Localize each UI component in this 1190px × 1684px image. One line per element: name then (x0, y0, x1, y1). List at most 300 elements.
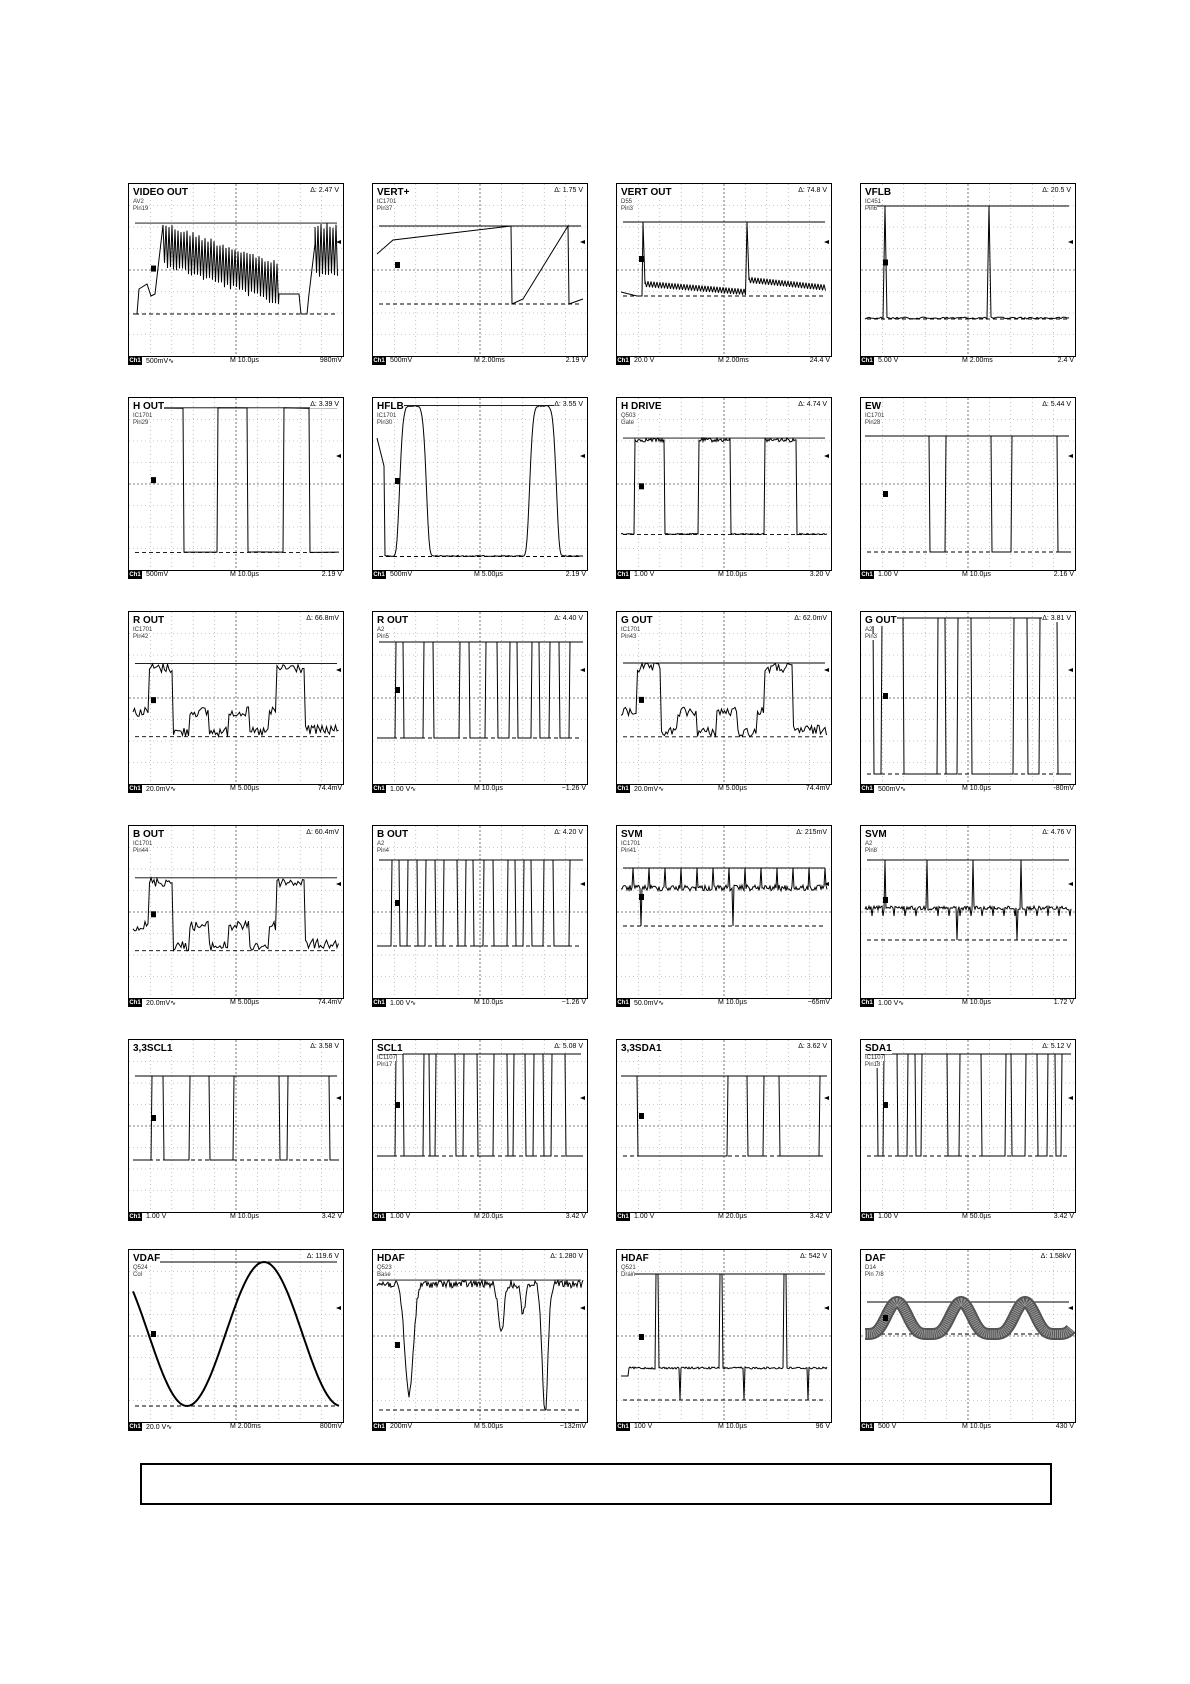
ground-marker (151, 697, 156, 703)
scope-graticule (617, 184, 831, 356)
delta-readout: Δ: 66.8mV (306, 615, 339, 622)
volts-per-div: 1.00 V∿ (878, 1000, 905, 1007)
scope-screen (860, 825, 1076, 999)
waveform-trace (621, 1274, 827, 1400)
time-base: M 5.00µs (474, 1423, 503, 1430)
scope-screen (616, 183, 832, 357)
pin-ref: Pin3 (621, 206, 634, 212)
ground-marker (395, 478, 400, 484)
volts-per-div: 1.00 V∿ (390, 1000, 417, 1007)
signal-title: VERT OUT (621, 187, 672, 198)
component-ref: IC1701 (133, 627, 153, 633)
scope-footer (860, 998, 1076, 1010)
channel-badge: Ch1 (617, 1000, 629, 1006)
scope-graticule (373, 1250, 587, 1422)
pin-ref: Col (133, 1272, 143, 1278)
ground-marker (639, 697, 644, 703)
scope-panel (860, 611, 1076, 809)
scope-screen (860, 611, 1076, 785)
trigger-arrow (1068, 668, 1073, 672)
trigger-level: −1.26 V (561, 785, 586, 792)
time-base: M 10.0µs (474, 999, 503, 1006)
delta-readout: Δ: 62.0mV (794, 615, 827, 622)
trigger-arrow (1068, 1306, 1073, 1310)
time-base: M 10.0µs (230, 1213, 259, 1220)
scope-panel (128, 1039, 344, 1237)
delta-readout: Δ: 4.20 V (554, 829, 583, 836)
scope-screen (372, 397, 588, 571)
trigger-arrow (336, 1306, 341, 1310)
scope-panel (372, 1039, 588, 1237)
scope-footer (616, 356, 832, 368)
signal-title: HFLB (377, 401, 404, 412)
ground-marker (639, 1334, 644, 1340)
trigger-arrow (580, 240, 585, 244)
scope-graticule (129, 826, 343, 998)
component-ref: IC1107 (865, 1055, 884, 1061)
signal-title: EW (865, 401, 882, 412)
time-base: M 2.00ms (718, 357, 749, 364)
signal-title: SDA1 (865, 1043, 892, 1054)
component-ref: A2 (865, 627, 873, 633)
waveform-trace (133, 223, 338, 314)
trigger-arrow (580, 454, 585, 458)
trigger-arrow (824, 454, 829, 458)
component-ref: IC1701 (621, 627, 641, 633)
volts-per-div: 20.0mV∿ (146, 786, 176, 793)
trigger-level: 2.4 V (1057, 357, 1074, 364)
channel-badge: Ch1 (373, 1424, 385, 1430)
channel-badge: Ch1 (617, 358, 629, 364)
scope-screen (128, 1249, 344, 1423)
channel-badge: Ch1 (373, 1000, 385, 1006)
ground-marker (395, 1102, 400, 1108)
scope-panel (616, 611, 832, 809)
scope-panel (860, 183, 1076, 381)
trigger-level: −65mV (807, 999, 830, 1006)
scope-panel (372, 183, 588, 381)
pin-ref: Pin44 (133, 848, 149, 854)
trigger-level: 430 V (1055, 1423, 1074, 1430)
scope-panel (128, 397, 344, 595)
delta-readout: Δ: 5.08 V (554, 1043, 583, 1050)
pin-ref: Pin5 (377, 634, 390, 640)
trigger-level: 980mV (319, 357, 342, 364)
scope-screen (128, 611, 344, 785)
caption-box (140, 1463, 1052, 1505)
trigger-arrow (580, 668, 585, 672)
scope-footer (616, 784, 832, 796)
scope-screen (372, 183, 588, 357)
time-base: M 10.0µs (718, 571, 747, 578)
scope-graticule (617, 826, 831, 998)
ground-marker (151, 1331, 156, 1337)
scope-graticule (373, 826, 587, 998)
scope-footer (128, 784, 344, 796)
component-ref: Q523 (377, 1265, 392, 1271)
volts-per-div: 5.00 V (878, 357, 899, 364)
waveform-trace (865, 206, 1069, 319)
trigger-level: 1.72 V (1053, 999, 1074, 1006)
channel-badge: Ch1 (373, 1214, 385, 1220)
signal-title: B OUT (377, 829, 409, 840)
time-base: M 10.0µs (962, 785, 991, 792)
channel-badge: Ch1 (129, 358, 141, 364)
signal-title: R OUT (133, 615, 165, 626)
signal-title: G OUT (621, 615, 653, 626)
waveform-trace (621, 868, 827, 926)
scope-graticule (617, 612, 831, 784)
component-ref: IC1701 (133, 413, 153, 419)
delta-readout: Δ: 215mV (796, 829, 827, 836)
channel-badge: Ch1 (617, 1424, 629, 1430)
volts-per-div: 1.00 V (634, 571, 655, 578)
channel-badge: Ch1 (861, 786, 873, 792)
pin-ref: Pin4 (377, 848, 390, 854)
component-ref: Q521 (621, 1265, 636, 1271)
scope-screen (128, 397, 344, 571)
time-base: M 10.0µs (718, 1423, 747, 1430)
time-base: M 5.00µs (230, 999, 259, 1006)
signal-title: SCL1 (377, 1043, 403, 1054)
component-ref: A2 (377, 841, 385, 847)
scope-panel (128, 1249, 344, 1447)
volts-per-div: 100 V (634, 1423, 653, 1430)
scope-screen (372, 825, 588, 999)
pin-ref: Pin37 (377, 206, 393, 212)
scope-screen (860, 1249, 1076, 1423)
scope-footer (128, 356, 344, 368)
delta-readout: Δ: 3.62 V (798, 1043, 827, 1050)
signal-title: VDAF (133, 1253, 161, 1264)
channel-badge: Ch1 (129, 572, 141, 578)
time-base: M 50.0µs (962, 1213, 991, 1220)
scope-graticule (373, 184, 587, 356)
trigger-level: 2.16 V (1053, 571, 1074, 578)
trigger-arrow (1068, 882, 1073, 886)
channel-badge: Ch1 (129, 786, 141, 792)
scope-panel (616, 1249, 832, 1447)
scope-graticule (373, 612, 587, 784)
trigger-level: 2.19 V (321, 571, 342, 578)
time-base: M 10.0µs (230, 357, 259, 364)
scope-panel (616, 1039, 832, 1237)
channel-badge: Ch1 (373, 358, 385, 364)
ground-marker (151, 911, 156, 917)
delta-readout: Δ: 4.40 V (554, 615, 583, 622)
waveform-trace (621, 222, 826, 296)
channel-badge: Ch1 (129, 1424, 141, 1430)
signal-title: VFLB (865, 187, 892, 198)
ground-marker (639, 894, 644, 900)
channel-badge: Ch1 (129, 1214, 141, 1220)
volts-per-div: 500 V (878, 1423, 897, 1430)
scope-panel (372, 611, 588, 809)
volts-per-div: 1.00 V (878, 571, 899, 578)
channel-badge: Ch1 (617, 1214, 629, 1220)
volts-per-div: 1.00 V (634, 1213, 655, 1220)
ground-marker (639, 1113, 644, 1119)
trigger-level: 800mV (319, 1423, 342, 1430)
signal-title: H DRIVE (621, 401, 662, 412)
time-base: M 5.00µs (230, 785, 259, 792)
trigger-level: -80mV (1053, 785, 1074, 792)
trigger-level: 24.4 V (809, 357, 830, 364)
scope-footer (128, 570, 344, 582)
trigger-level: 74.4mV (805, 785, 830, 792)
trigger-arrow (824, 1096, 829, 1100)
signal-title: SVM (865, 829, 887, 840)
volts-per-div: 500mV (390, 571, 413, 578)
ground-marker (395, 687, 400, 693)
scope-footer (372, 1212, 588, 1224)
scope-screen (372, 611, 588, 785)
component-ref: D55 (621, 199, 633, 205)
time-base: M 5.00µs (718, 785, 747, 792)
scope-screen (860, 1039, 1076, 1213)
ground-marker (151, 477, 156, 483)
volts-per-div: 500mV (390, 357, 413, 364)
scope-graticule (617, 1250, 831, 1422)
pin-ref: Pin19 (133, 206, 149, 212)
trigger-arrow (824, 668, 829, 672)
pin-ref: Pin29 (133, 420, 149, 426)
scope-graticule (129, 184, 343, 356)
channel-badge: Ch1 (861, 1000, 873, 1006)
delta-readout: Δ: 1.280 V (550, 1253, 583, 1260)
signal-title: HDAF (621, 1253, 649, 1264)
pin-ref: Pin43 (621, 634, 637, 640)
scope-graticule (861, 612, 1075, 784)
trigger-arrow (1068, 1096, 1073, 1100)
scope-screen (616, 611, 832, 785)
component-ref: IC1107 (377, 1055, 396, 1061)
scope-footer (616, 570, 832, 582)
delta-readout: Δ: 3.39 V (310, 401, 339, 408)
time-base: M 10.0µs (962, 571, 991, 578)
trigger-level: −132mV (559, 1423, 586, 1430)
component-ref: A2 (377, 627, 385, 633)
ground-marker (883, 693, 888, 699)
trigger-arrow (336, 1096, 341, 1100)
scope-panel (128, 611, 344, 809)
volts-per-div: 50.0mV∿ (634, 1000, 664, 1007)
trigger-arrow (1068, 454, 1073, 458)
ground-marker (395, 262, 400, 268)
trigger-level: 3.42 V (321, 1213, 342, 1220)
time-base: M 20.0µs (718, 1213, 747, 1220)
volts-per-div: 500mV (146, 571, 169, 578)
pin-ref: Pin30 (377, 420, 393, 426)
scope-screen (860, 397, 1076, 571)
delta-readout: Δ: 5.44 V (1042, 401, 1071, 408)
delta-readout: Δ: 1.58kV (1040, 1253, 1071, 1260)
trigger-level: 2.19 V (565, 357, 586, 364)
signal-title: DAF (865, 1253, 886, 1264)
scope-footer (372, 784, 588, 796)
pin-ref: Pin6 (865, 206, 878, 212)
scope-panel (860, 397, 1076, 595)
scope-graticule (861, 1040, 1075, 1212)
scope-screen (616, 1249, 832, 1423)
signal-title: SVM (621, 829, 643, 840)
scope-screen (128, 183, 344, 357)
trigger-level: −1.26 V (561, 999, 586, 1006)
channel-badge: Ch1 (861, 358, 873, 364)
scope-graticule (861, 184, 1075, 356)
pin-ref: Drain (621, 1272, 636, 1278)
pin-ref: Pin18 (865, 1062, 881, 1068)
scope-footer (372, 998, 588, 1010)
channel-badge: Ch1 (373, 786, 385, 792)
signal-title: 3,3SCL1 (133, 1043, 173, 1054)
component-ref: IC451 (865, 199, 882, 205)
scope-footer (860, 784, 1076, 796)
ground-marker (395, 900, 400, 906)
trigger-arrow (336, 668, 341, 672)
time-base: M 2.00ms (474, 357, 505, 364)
pin-ref: Pin3 (865, 634, 878, 640)
component-ref: IC1701 (621, 841, 641, 847)
trigger-level: 3.42 V (809, 1213, 830, 1220)
scope-graticule (129, 1040, 343, 1212)
ground-marker (639, 256, 644, 262)
pin-ref: Pin41 (621, 848, 637, 854)
delta-readout: Δ: 60.4mV (306, 829, 339, 836)
trigger-arrow (336, 882, 341, 886)
volts-per-div: 1.00 V (878, 1213, 899, 1220)
scope-screen (616, 825, 832, 999)
signal-title: H OUT (133, 401, 165, 412)
trigger-arrow (580, 1096, 585, 1100)
delta-readout: Δ: 3.58 V (310, 1043, 339, 1050)
scope-footer (128, 998, 344, 1010)
delta-readout: Δ: 1.75 V (554, 187, 583, 194)
trigger-arrow (1068, 240, 1073, 244)
trigger-arrow (580, 1306, 585, 1310)
channel-badge: Ch1 (861, 1424, 873, 1430)
scope-footer (372, 570, 588, 582)
scope-panel (372, 397, 588, 595)
scope-footer (860, 1212, 1076, 1224)
delta-readout: Δ: 4.74 V (798, 401, 827, 408)
time-base: M 5.00µs (474, 571, 503, 578)
ground-marker (883, 1102, 888, 1108)
time-base: M 2.00ms (962, 357, 993, 364)
channel-badge: Ch1 (129, 1000, 141, 1006)
delta-readout: Δ: 4.76 V (1042, 829, 1071, 836)
scope-screen (128, 825, 344, 999)
scope-graticule (129, 612, 343, 784)
trigger-level: 2.19 V (565, 571, 586, 578)
volts-per-div: 20.0 V (634, 357, 655, 364)
signal-title: VIDEO OUT (133, 187, 189, 198)
scope-screen (860, 183, 1076, 357)
scope-graticule (617, 1040, 831, 1212)
pin-ref: Pin8 (865, 848, 878, 854)
volts-per-div: 1.00 V (390, 1213, 411, 1220)
volts-per-div: 20.0 V∿ (146, 1424, 173, 1431)
component-ref: Q524 (133, 1265, 148, 1271)
scope-footer (128, 1422, 344, 1434)
ground-marker (883, 491, 888, 497)
scope-footer (616, 1422, 832, 1434)
component-ref: IC1701 (377, 199, 397, 205)
scope-footer (372, 356, 588, 368)
volts-per-div: 1.00 V∿ (390, 786, 417, 793)
pin-ref: Pin42 (133, 634, 149, 640)
scope-screen (372, 1249, 588, 1423)
delta-readout: Δ: 3.55 V (554, 401, 583, 408)
scope-footer (860, 570, 1076, 582)
scope-panel (616, 183, 832, 381)
channel-badge: Ch1 (861, 572, 873, 578)
scope-graticule (861, 398, 1075, 570)
scope-graticule (373, 398, 587, 570)
channel-badge: Ch1 (373, 572, 385, 578)
pin-ref: Pin 7/8 (865, 1272, 884, 1278)
scope-panel (372, 825, 588, 1023)
scope-panel (860, 1039, 1076, 1237)
component-ref: A2 (865, 841, 873, 847)
scope-footer (860, 356, 1076, 368)
volts-per-div: 500mV∿ (146, 358, 175, 365)
ground-marker (151, 266, 156, 272)
delta-readout: Δ: 2.47 V (310, 187, 339, 194)
trigger-level: 3.20 V (809, 571, 830, 578)
scope-panel (128, 183, 344, 381)
scope-screen (128, 1039, 344, 1213)
component-ref: IC1701 (133, 841, 153, 847)
channel-badge: Ch1 (861, 1214, 873, 1220)
pin-ref: Base (377, 1272, 391, 1278)
scope-footer (128, 1212, 344, 1224)
volts-per-div: 20.0mV∿ (146, 1000, 176, 1007)
trigger-level: 74.4mV (317, 785, 342, 792)
time-base: M 10.0µs (962, 999, 991, 1006)
scope-footer (860, 1422, 1076, 1434)
trigger-arrow (336, 454, 341, 458)
trigger-level: 3.42 V (1053, 1213, 1074, 1220)
ground-marker (883, 259, 888, 265)
ground-marker (639, 483, 644, 489)
pin-ref: Pin17 (377, 1062, 393, 1068)
component-ref: IC1701 (377, 413, 397, 419)
volts-per-div: 20.0mV∿ (634, 786, 664, 793)
channel-badge: Ch1 (617, 572, 629, 578)
time-base: M 2.00ms (230, 1423, 261, 1430)
ground-marker (395, 1342, 400, 1348)
time-base: M 10.0µs (474, 785, 503, 792)
scope-panel (616, 825, 832, 1023)
signal-title: R OUT (377, 615, 409, 626)
channel-badge: Ch1 (617, 786, 629, 792)
scope-screen (616, 1039, 832, 1213)
ground-marker (883, 897, 888, 903)
scope-graticule (129, 1250, 343, 1422)
scope-screen (616, 397, 832, 571)
signal-title: HDAF (377, 1253, 405, 1264)
ground-marker (151, 1115, 156, 1121)
component-ref: Q503 (621, 413, 636, 419)
scope-panel (860, 825, 1076, 1023)
trigger-arrow (824, 240, 829, 244)
scope-panel (860, 1249, 1076, 1447)
component-ref: D14 (865, 1265, 877, 1271)
scope-graticule (373, 1040, 587, 1212)
scope-graticule (129, 398, 343, 570)
delta-readout: Δ: 20.5 V (1042, 187, 1071, 194)
